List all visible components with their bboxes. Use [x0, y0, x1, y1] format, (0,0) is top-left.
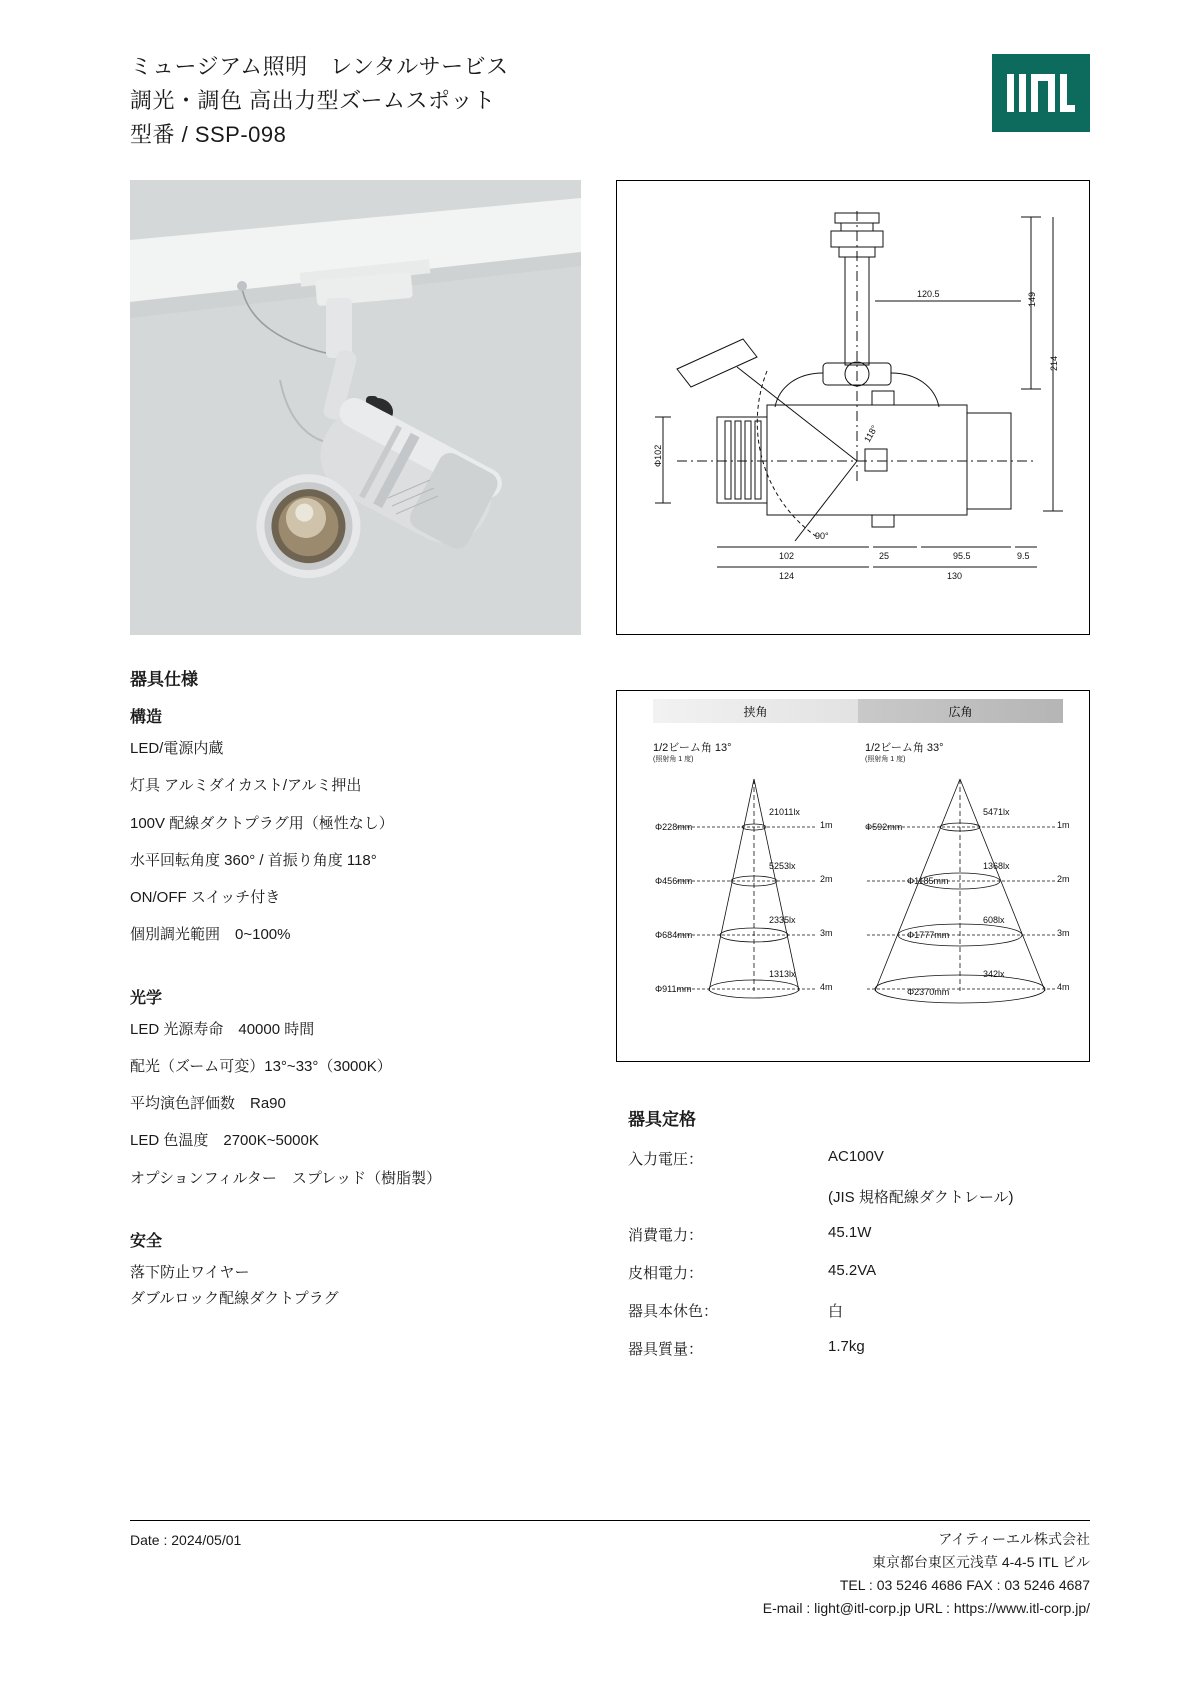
- dim-130: 130: [947, 571, 963, 581]
- rating-value: 1.7kg: [828, 1338, 865, 1355]
- beam-left-dia-1m: Φ228mm: [655, 822, 693, 832]
- beam-left-title: 1/2ビーム角 13°: [653, 742, 732, 754]
- optics-heading: 光学: [130, 989, 163, 1007]
- page-header: [130, 50, 1090, 152]
- beam-right-dia-1m: Φ592mm: [865, 822, 903, 832]
- footer-email[interactable]: E-mail : light@itl-corp.jp URL : https://www.itl-corp.jp/: [762, 1600, 1090, 1617]
- beam-right-lux-3m: 608lx: [983, 915, 1005, 925]
- beam-column-header-narrow: 挟角: [653, 699, 858, 723]
- title-line-2: 調光・調色 高出力型ズームスポット: [130, 88, 496, 114]
- table-row: [628, 1224, 1088, 1262]
- rating-label: 器具質量：: [628, 1341, 704, 1358]
- beam-column-header-wide: 広角: [858, 699, 1063, 723]
- specs-heading: 器具仕様: [130, 670, 198, 689]
- structure-heading: 構造: [130, 709, 163, 726]
- footer-tel: TEL : 03 5246 4686 FAX : 03 5246 4687: [839, 1577, 1090, 1594]
- beam-right-dist-4m: 4m: [1057, 982, 1070, 992]
- structure-item: LED/電源内蔵: [130, 740, 224, 757]
- structure-item: 100V 配線ダクトプラグ用（極性なし）: [130, 814, 394, 832]
- specifications-section: [130, 665, 590, 1315]
- dim-214: 214: [1049, 355, 1059, 371]
- beam-left-dist-2m: 2m: [820, 874, 833, 884]
- optics-item: 平均演色評価数 Ra90: [130, 1095, 286, 1112]
- structure-item: 水平回転角度 360° / 首振り角度 118°: [130, 851, 377, 869]
- footer-divider: [130, 1520, 1090, 1521]
- optics-item: LED 色温度 2700K~5000K: [130, 1132, 319, 1150]
- spacer: [130, 963, 590, 985]
- beam-left-lux-3m: 2335lx: [769, 915, 796, 925]
- dim-149: 149: [1027, 291, 1037, 307]
- rating-heading: 器具定格: [628, 1110, 696, 1129]
- table-row: [628, 1338, 1088, 1376]
- beam-right-lux-2m: 1368lx: [983, 861, 1010, 871]
- rating-table: [628, 1148, 1088, 1376]
- rating-label: 消費電力：: [628, 1227, 704, 1244]
- rating-label: 入力電圧：: [628, 1151, 704, 1168]
- optics-item: LED 光源寿命 40000 時間: [130, 1020, 315, 1038]
- dim-95-5: 95.5: [953, 551, 971, 561]
- dim-phi102: Φ102: [653, 444, 663, 467]
- table-row: [628, 1148, 1088, 1186]
- beam-right-subtitle: (照射角 1 度): [865, 756, 906, 763]
- optics-item: オプションフィルター スプレッド（樹脂製）: [130, 1169, 442, 1187]
- beam-left-lux-4m: 1313lx: [769, 969, 796, 979]
- rating-label: [628, 1186, 828, 1224]
- page-title: [130, 50, 1090, 152]
- footer-company: アイティーエル株式会社: [938, 1531, 1090, 1547]
- rating-value: 45.2VA: [828, 1262, 877, 1279]
- itl-logo: [992, 54, 1090, 132]
- beam-left-dia-4m: Φ911mm: [655, 984, 692, 994]
- table-row: [628, 1262, 1088, 1300]
- dim-90deg: 90°: [815, 531, 829, 541]
- footer-date: Date : 2024/05/01: [130, 1532, 242, 1548]
- rating-value: (JIS 規格配線ダクトレール): [828, 1189, 1014, 1206]
- rating-label: 器具本休色：: [628, 1303, 719, 1320]
- rating-label: 皮相電力：: [628, 1265, 704, 1282]
- beam-left-lux-2m: 5253lx: [769, 861, 796, 871]
- beam-left-subtitle: (照射角 1 度): [653, 756, 694, 763]
- beam-left-lux-1m: 21011lx: [769, 807, 800, 817]
- rating-section: [628, 1105, 1088, 1376]
- safety-item: 落下防止ワイヤー: [130, 1263, 250, 1281]
- footer-company-info: [763, 1528, 1090, 1620]
- dim-120-5: 120.5: [917, 289, 940, 299]
- rating-value: AC100V: [828, 1148, 884, 1165]
- structure-item: ON/OFF スイッチ付き: [130, 889, 281, 906]
- title-line-3: 型番 / SSP-098: [130, 122, 287, 148]
- beam-right-dist-1m: 1m: [1057, 820, 1070, 830]
- beam-right-dist-2m: 2m: [1057, 874, 1070, 884]
- dim-124: 124: [779, 571, 795, 581]
- beam-left-dist-1m: 1m: [820, 820, 833, 830]
- dim-9-5: 9.5: [1017, 551, 1030, 561]
- beam-diagram: [616, 690, 1090, 1062]
- safety-heading: 安全: [130, 1232, 163, 1250]
- dim-25: 25: [879, 551, 890, 561]
- structure-item: 個別調光範囲 0~100%: [130, 926, 291, 944]
- rating-value: 45.1W: [828, 1224, 872, 1241]
- product-photo: [130, 180, 581, 635]
- structure-item: 灯具 アルミダイカスト/アルミ押出: [130, 777, 362, 795]
- beam-right-dia-2m: Φ1185mm: [907, 876, 949, 886]
- beam-right-dia-4m: Φ2370mm: [907, 987, 950, 997]
- table-row: [628, 1186, 1088, 1224]
- beam-right-lux-4m: 342lx: [983, 969, 1005, 979]
- technical-drawing: [616, 180, 1090, 635]
- dim-118deg: 118°: [862, 423, 880, 444]
- title-line-1: ミュージアム照明 レンタルサービス: [130, 54, 509, 79]
- rating-value: 白: [828, 1303, 844, 1320]
- beam-right-title: 1/2ビーム角 33°: [865, 742, 944, 754]
- beam-left-dist-4m: 4m: [820, 982, 833, 992]
- beam-left-dist-3m: 3m: [820, 928, 833, 938]
- beam-right-lux-1m: 5471lx: [983, 807, 1010, 817]
- beam-right-dist-3m: 3m: [1057, 928, 1070, 938]
- beam-left-dia-2m: Φ456mm: [655, 876, 693, 886]
- dim-102: 102: [779, 551, 795, 561]
- spacer: [130, 1206, 590, 1228]
- table-row: [628, 1300, 1088, 1338]
- safety-item: ダブルロック配線ダクトプラグ: [130, 1290, 339, 1307]
- beam-left-dia-3m: Φ684mm: [655, 930, 693, 940]
- footer-address: 東京都台東区元浅草 4-4-5 ITL ビル: [871, 1554, 1090, 1571]
- beam-right-dia-3m: Φ1777mm: [907, 930, 950, 940]
- optics-item: 配光（ズーム可変）13°~33°（3000K）: [130, 1057, 392, 1075]
